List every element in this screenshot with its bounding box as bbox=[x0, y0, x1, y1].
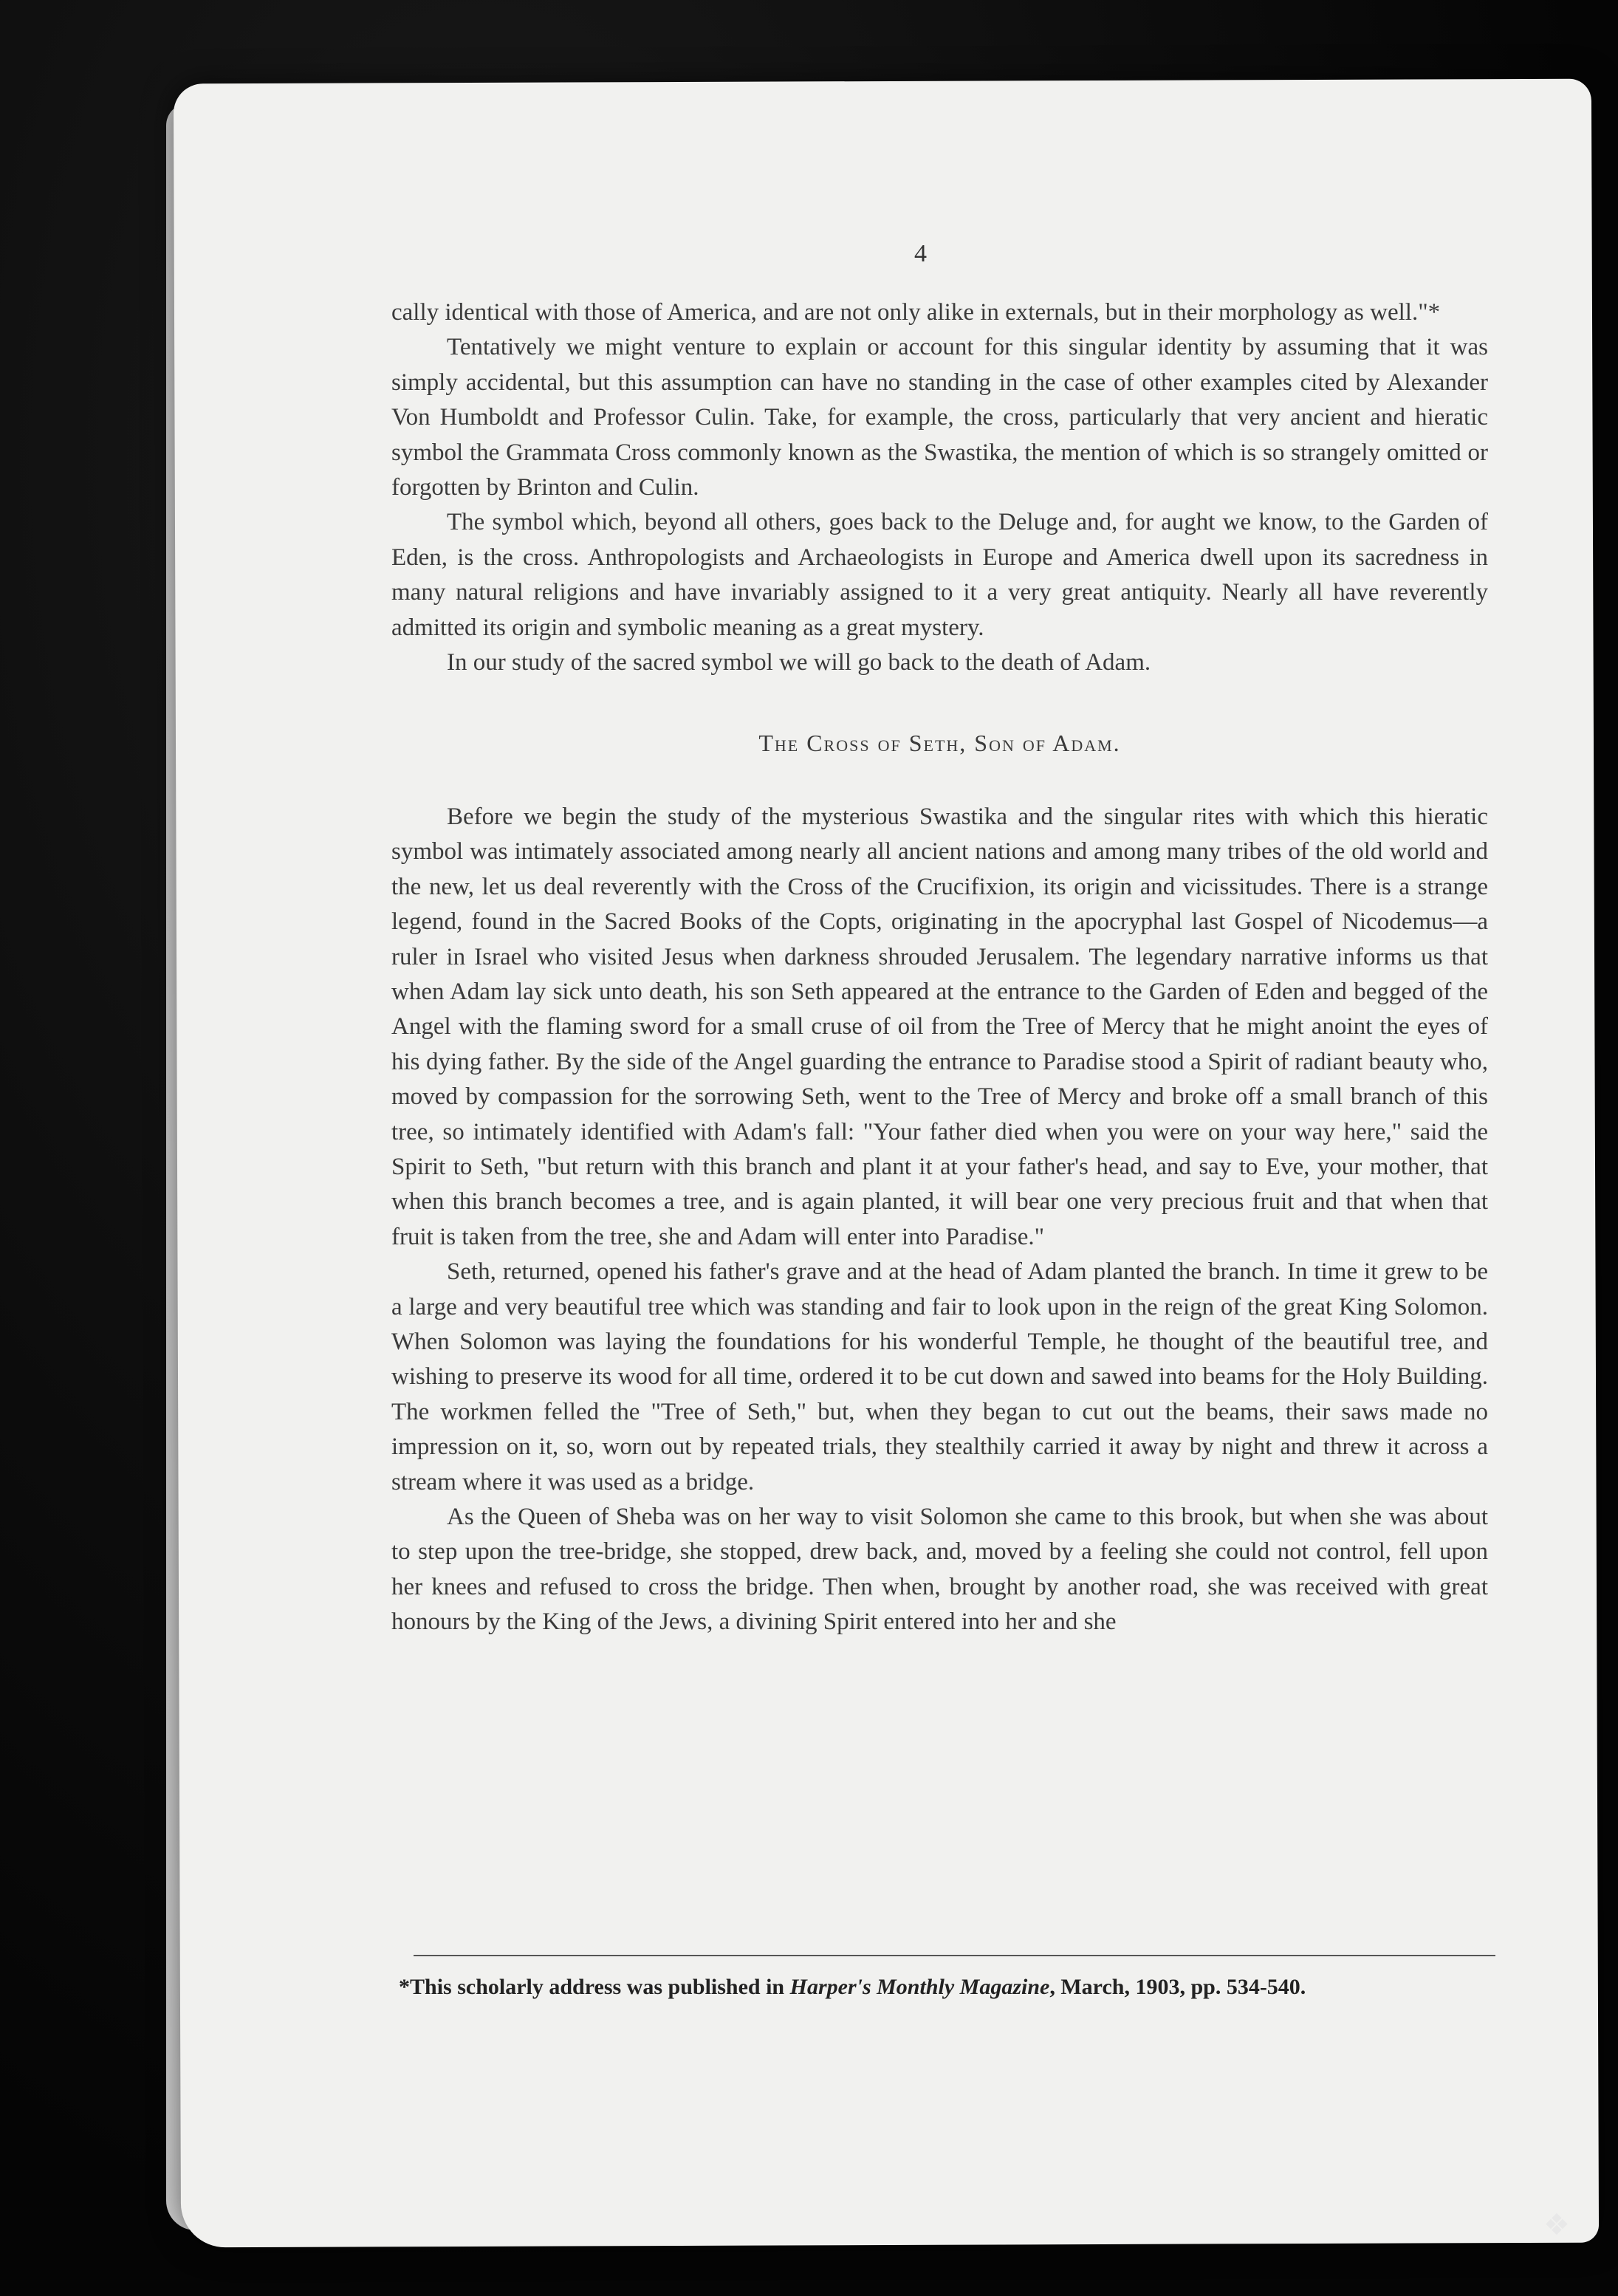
paragraph-continuation: cally identical with those of America, and are not only alike in externals, but in their morphology as well."* bbox=[391, 299, 1441, 326]
body-text bbox=[391, 295, 1488, 1640]
section-heading: The Cross of Seth, Son of Adam. bbox=[758, 730, 1121, 757]
footnote bbox=[399, 1972, 1499, 2003]
footnote-divider bbox=[414, 1955, 1495, 1956]
footnote-prefix: *This scholarly address was published in bbox=[399, 1975, 790, 1999]
scan-artifact-icon: ❖ bbox=[1543, 2208, 1570, 2242]
footnote-magazine: Harper's Monthly Magazine bbox=[789, 1975, 1050, 1999]
paragraph: As the Queen of Sheba was on her way to visit Solomon she came to this brook, but when she was about to step upon the tree-bridge, she stopped, drew back, and, moved by a feeling she could not control, fell upon her knees and refused to cross the bridge. Then when, brought by another road, she was received with great honours by the King of the Jews, a divining Spirit entered into her and she bbox=[391, 1504, 1488, 1636]
paragraph: The symbol which, beyond all others, goes back to the Deluge and, for aught we know, to the Garden of Eden, is the cross. Anthropologists and Archaeologists in Europe and America dwell upon its sacredness in many natural religions and have invariably assigned to it a very great antiquity. Nearly all have reverently admitted its origin and symbolic meaning as a great mystery. bbox=[391, 509, 1488, 641]
page-number: 4 bbox=[914, 240, 927, 267]
footnote-suffix: , March, 1903, pp. 534-540. bbox=[1049, 1975, 1306, 1999]
paragraph: In our study of the sacred symbol we will go back to the death of Adam. bbox=[447, 649, 1151, 676]
paragraph: Before we begin the study of the mysterious Swastika and the singular rites with which this hieratic symbol was intimately associated among nearly all ancient nations and among many tribes of the old world and the new, let us deal reverently with the Cross of the Crucifixion, its origin and vicissitudes. There is a strange legend, found in the Sacred Books of the Copts, originating in the apocryphal last Gospel of Nicodemus—a ruler in Israel who visited Jesus when darkness shrouded Jerusalem. The legendary narrative informs us that when Adam lay sick unto death, his son Seth appeared at the entrance to the Garden of Eden and begged of the Angel with the flaming sword for a small cruse of oil from the Tree of Mercy that he might anoint the eyes of his dying father. By the side of the Angel guarding the entrance to Paradise stood a Spirit of radiant beauty who, moved by compassion for the sorrowing Seth, went to the Tree of Mercy and broke off a small branch of this tree, so intimately identified with Adam's fall: "Your father died when you were on your way here," said the Spirit to Seth, "but return with this branch and plant it at your father's head, and say to Eve, your mother, that when this branch becomes a tree, and is again planted, it will bear one very precious fruit and that when that fruit is taken from the tree, she and Adam will enter into Paradise." bbox=[391, 803, 1488, 1250]
paragraph: Tentatively we might venture to explain or account for this singular identity by assuming that it was simply accidental, but this assumption can have no standing in the case of other examples cited by Alexander Von Humboldt and Professor Culin. Take, for example, the cross, particularly that very ancient and hieratic symbol the Grammata Cross commonly known as the Swastika, the mention of which is so strangely omitted or forgotten by Brinton and Culin. bbox=[391, 334, 1488, 501]
paragraph: Seth, returned, opened his father's grave and at the head of Adam planted the branch. In time it grew to be a large and very beautiful tree which was standing and fair to look upon in the reign of the great King Solomon. When Solomon was laying the foundations for his wonderful Temple, he thought of the beautiful tree, and wishing to preserve its wood for all time, ordered it to be cut down and sawed into beams for the Holy Building. The workmen felled the "Tree of Seth," but, when they began to cut out the beams, their saws made no impression on it, so, worn out by repeated trials, they stealthily carried it away by night and threw it across a stream where it was used as a bridge. bbox=[391, 1258, 1488, 1495]
